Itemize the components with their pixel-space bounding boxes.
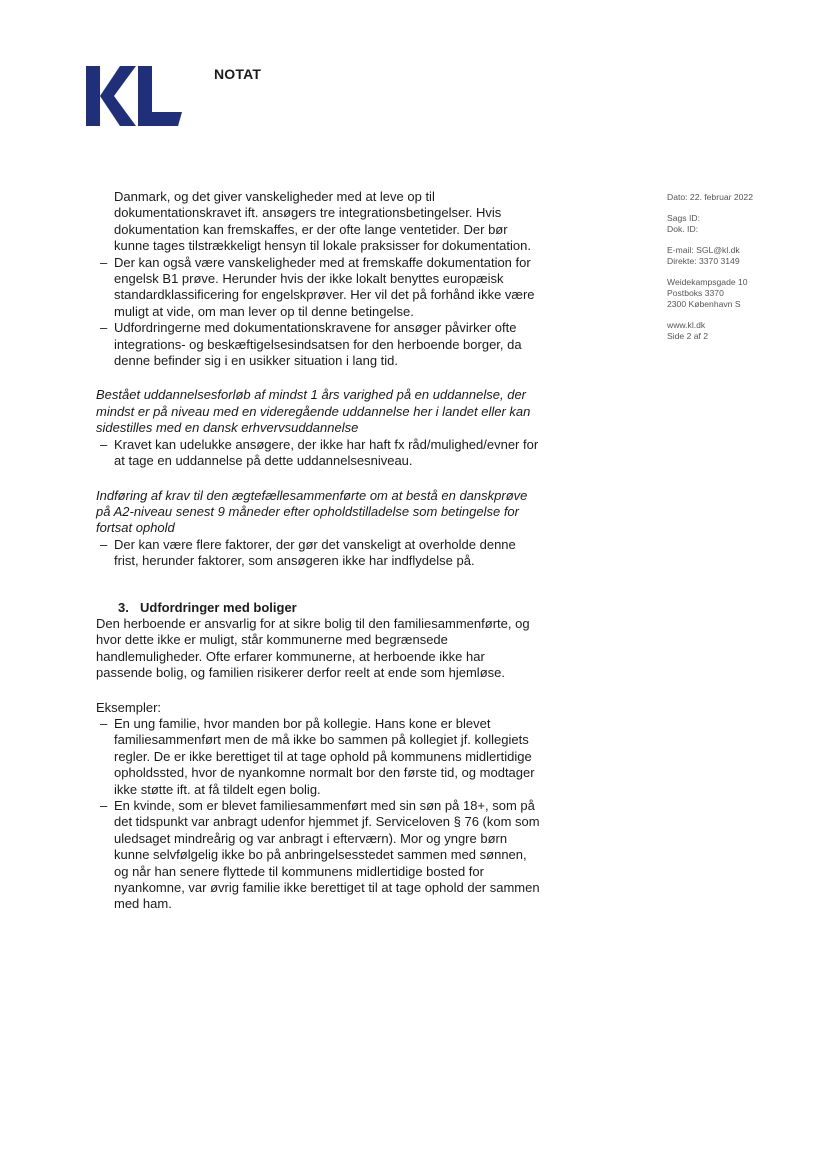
bullet-dash: – xyxy=(100,320,108,336)
text-line: kunne selvfølgelig ikke bo på anbringelsesstedet sammen med sønnen, xyxy=(114,847,527,863)
text-line: med ham. xyxy=(114,896,172,912)
bullet-dash: – xyxy=(100,254,108,270)
italic-line: fortsat ophold xyxy=(96,520,175,536)
document-body xyxy=(96,189,566,913)
continued-paragraph xyxy=(96,189,566,255)
text-line: integrations- og beskæftigelsesindsatsen for den herboende borger, da xyxy=(114,336,522,352)
text-line: det tidspunkt var anbragt udenfor hjemmet jf. Serviceloven § 76 (kom som xyxy=(114,814,540,830)
italic-line: sidestilles med en dansk erhvervsuddannelse xyxy=(96,420,359,436)
text-line: kunne tages tilstrækkeligt hensyn til lokale praksisser for dokumentation. xyxy=(114,238,531,254)
website: www.kl.dk xyxy=(667,320,706,330)
text-line: En ung familie, hvor manden bor på kollegie. Hans kone er blevet xyxy=(114,715,491,731)
address-city: 2300 København S xyxy=(667,299,741,309)
document-type: NOTAT xyxy=(214,66,262,82)
bullet-dash: – xyxy=(100,715,108,731)
kl-logo xyxy=(86,66,182,126)
section-title: Udfordringer med boliger xyxy=(140,599,297,615)
text-line: og når han senere flyttede til kommunens midlertidige bosted for xyxy=(114,863,484,879)
dok-id: Dok. ID: xyxy=(667,224,699,234)
text-line: denne befinder sig i en usikker situation i lang tid. xyxy=(114,353,399,369)
page-number: Side 2 af 2 xyxy=(667,331,709,341)
text-line: passende bolig, og familien risikerer derfor reelt at ende som hjemløse. xyxy=(96,665,505,681)
italic-line: Indføring af krav til den ægtefællesammenførte om at bestå en danskprøve xyxy=(96,487,528,503)
address-box: Postboks 3370 xyxy=(667,288,724,298)
section-paragraph xyxy=(96,616,566,682)
text-line: Den herboende er ansvarlig for at sikre bolig til den familiesammenførte, og xyxy=(96,615,530,631)
text-line: engelsk B1 prøve. Herunder hvis der ikke lokalt benyttes europæisk xyxy=(114,271,504,287)
text-line: handlemuligheder. Ofte erfarer kommunerne, at herboende ikke har xyxy=(96,648,485,664)
italic-line: på A2-niveau senest 9 måneder efter opholdstilladelse som betingelse for xyxy=(96,503,519,519)
bullet-dash: – xyxy=(100,536,108,552)
text-line: Danmark, og det giver vanskeligheder med at leve op til xyxy=(114,189,435,204)
text-line: Der kan også være vanskeligheder med at fremskaffe dokumentation for xyxy=(114,254,531,270)
requirement-education xyxy=(96,387,566,436)
date-line: Dato: 22. februar 2022 xyxy=(667,192,753,202)
address-street: Weidekampsgade 10 xyxy=(667,277,748,287)
bullet-item xyxy=(96,798,566,913)
text-line: frist, herunder faktorer, som ansøgeren ikke har indflydelse på. xyxy=(114,553,475,569)
text-line: at tage en uddannelse på dette uddannelsesniveau. xyxy=(114,453,413,469)
text-line: standardklassificering for engelskprøver. Her vil det på forhånd ikke være xyxy=(114,287,535,303)
text-line: muligt at vide, om man lever op til denne betingelse. xyxy=(114,303,414,319)
text-line: En kvinde, som er blevet familiesammenført med sin søn på 18+, som på xyxy=(114,798,535,813)
text-line: dokumentation kan fremskaffes, er der ofte lange ventetider. Der bør xyxy=(114,221,508,237)
bullet-item xyxy=(96,716,566,798)
text-line: familiesammenført men de må ikke bo sammen på kollegiet jf. kollegiets xyxy=(114,732,529,748)
text-line: opholdssted, hvor de nyankomne normalt bor den første tid, og modtager xyxy=(114,765,535,781)
text-line: regler. De er ikke berettiget til at tage ophold på kommunens midlertidige xyxy=(114,748,532,764)
sidebar-meta xyxy=(667,192,817,352)
bullet-dash: – xyxy=(100,798,108,813)
italic-line: mindst er på niveau med en videregående uddannelse her i landet eller kan xyxy=(96,403,531,419)
bullet-item xyxy=(96,537,566,570)
section-heading xyxy=(96,600,566,616)
examples-label: Eksempler: xyxy=(96,699,162,715)
italic-line: Bestået uddannelsesforløb af mindst 1 års varighed på en uddannelse, der xyxy=(96,387,526,403)
bullet-item xyxy=(96,437,566,470)
sags-id: Sags ID: xyxy=(667,213,700,223)
direct-phone: Direkte: 3370 3149 xyxy=(667,256,740,266)
bullet-item xyxy=(96,320,566,369)
text-line: hvor dette ikke er muligt, står kommunerne med begrænsede xyxy=(96,632,448,648)
section-number: 3. xyxy=(118,599,129,615)
text-line: uledsaget mindreårig og var anbragt i efterværn). Mor og yngre børn xyxy=(114,830,508,846)
text-line: ikke støtte ift. at få tildelt egen bolig. xyxy=(114,781,321,797)
bullet-dash: – xyxy=(100,436,108,452)
bullet-item xyxy=(96,255,566,321)
email-line: E-mail: SGL@kl.dk xyxy=(667,245,740,255)
text-line: nyankomne, var øvrig familie ikke berettiget til at tage ophold der sammen xyxy=(114,880,540,896)
text-line: Udfordringerne med dokumentationskravene for ansøger påvirker ofte xyxy=(114,320,517,336)
text-line: Der kan være flere faktorer, der gør det vanskeligt at overholde denne xyxy=(114,536,516,552)
text-line: dokumentationskravet ift. ansøgers tre integrationsbetingelser. Hvis xyxy=(114,205,502,221)
requirement-danish-test xyxy=(96,488,566,537)
text-line: Kravet kan udelukke ansøgere, der ikke har haft fx råd/mulighed/evner for xyxy=(114,436,539,452)
